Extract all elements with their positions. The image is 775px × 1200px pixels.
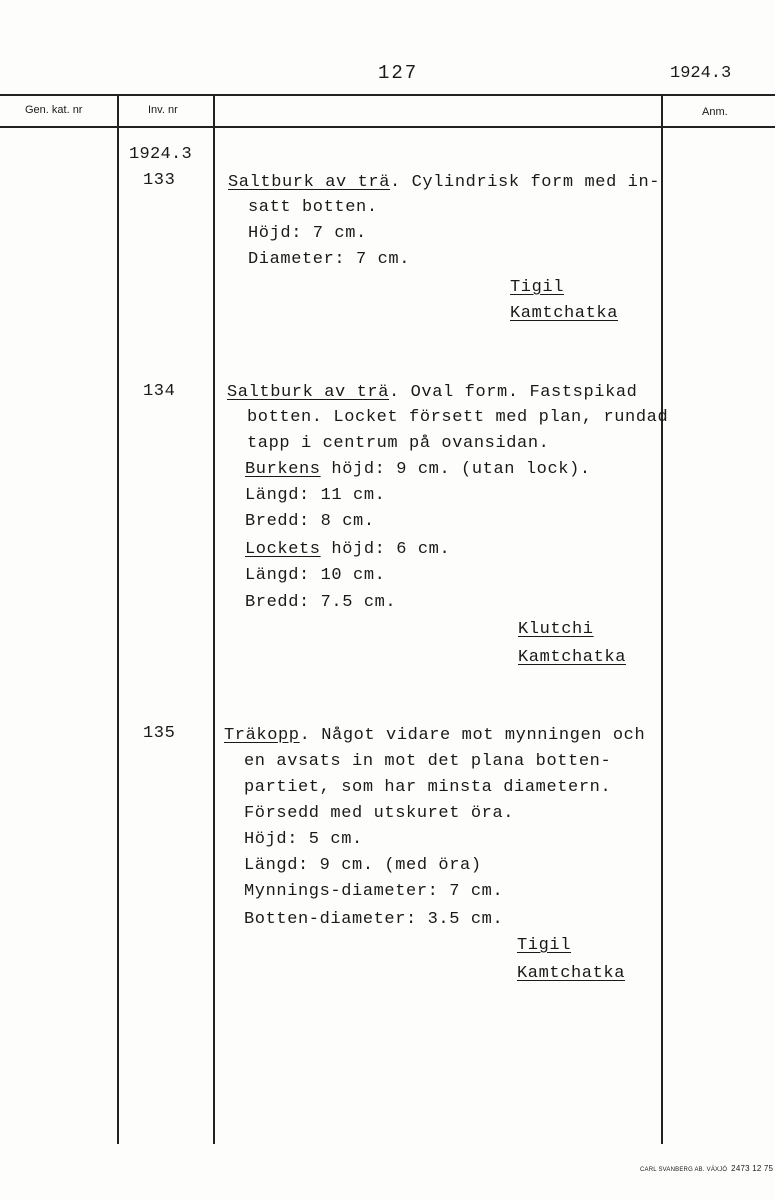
- entry-135-line-3: partiet, som har minsta diametern.: [244, 778, 612, 797]
- entry-year: 1924.3: [129, 145, 193, 164]
- entry-134-burk-label: Burkens: [245, 460, 321, 479]
- entry-135-line-1-text: . Något vidare mot mynningen och: [299, 726, 646, 745]
- entry-134-title: Saltburk av trä: [227, 383, 390, 402]
- entry-134-burk-bredd: Bredd: 8 cm.: [245, 512, 375, 531]
- printer-name: CARL SVANBERG AB. VÄXJÖ: [640, 1167, 728, 1173]
- entry-134-lock-hojd: [245, 540, 450, 559]
- entry-135-origin-place: Tigil: [517, 936, 572, 955]
- entry-134-burk-langd: Längd: 11 cm.: [245, 486, 386, 505]
- year-reference: 1924.3: [670, 64, 732, 83]
- entry-134-line-2: botten. Locket försett med plan, rundad: [247, 408, 669, 427]
- entry-135-line-5: Höjd: 5 cm.: [244, 830, 363, 849]
- entry-133-title: Saltburk av trä: [228, 173, 391, 192]
- column-rule-text-anm: [661, 94, 663, 1144]
- entry-135-line-6: Längd: 9 cm. (med öra): [244, 856, 482, 875]
- column-header-inv: Inv. nr: [148, 104, 178, 116]
- entry-133-line-2: satt botten.: [248, 198, 378, 217]
- printer-imprint: [640, 1164, 773, 1173]
- entry-134-line-1: [227, 383, 637, 402]
- column-rule-inv-text: [213, 94, 215, 1144]
- entry-133-origin-region: Kamtchatka: [510, 304, 619, 323]
- entry-133-line-4: Diameter: 7 cm.: [248, 250, 411, 269]
- entry-133-origin-place: Tigil: [510, 278, 565, 297]
- column-rule-gen-inv: [117, 94, 119, 1144]
- entry-134-line-3: tapp i centrum på ovansidan.: [247, 434, 550, 453]
- entry-134-line-1-text: . Oval form. Fastspikad: [389, 383, 638, 402]
- entry-135-line-4: Försedd med utskuret öra.: [244, 804, 515, 823]
- printer-code: 2473 12 75: [731, 1164, 774, 1173]
- entry-134-origin-place: Klutchi: [518, 620, 594, 639]
- entry-134-lock-bredd: Bredd: 7.5 cm.: [245, 593, 397, 612]
- entry-134-burk-hojd-text: höjd: 9 cm. (utan lock).: [320, 460, 591, 479]
- entry-135-line-8: Botten-diameter: 3.5 cm.: [244, 910, 504, 929]
- entry-133-line-1-text: . Cylindrisk form med in-: [390, 173, 661, 192]
- entry-134-burk-hojd: [245, 460, 591, 479]
- page-number: 127: [378, 62, 419, 84]
- entry-134-lock-langd: Längd: 10 cm.: [245, 566, 386, 585]
- entry-134-lock-hojd-text: höjd: 6 cm.: [320, 540, 451, 559]
- entry-135-line-1: [224, 726, 645, 745]
- inv-number-133: 133: [143, 171, 176, 190]
- entry-135-title: Träkopp: [224, 726, 300, 745]
- entry-133-line-3: Höjd: 7 cm.: [248, 224, 367, 243]
- inv-number-135: 135: [143, 724, 176, 743]
- entry-135-origin-region: Kamtchatka: [517, 964, 626, 983]
- inv-number-134: 134: [143, 382, 176, 401]
- entry-135-line-7: Mynnings-diameter: 7 cm.: [244, 882, 504, 901]
- entry-134-lock-label: Lockets: [245, 540, 321, 559]
- entry-135-line-2: en avsats in mot det plana botten-: [244, 752, 612, 771]
- column-header-anm: Anm.: [702, 106, 728, 118]
- entry-134-origin-region: Kamtchatka: [518, 648, 627, 667]
- column-header-gen-kat: Gen. kat. nr: [25, 104, 83, 116]
- entry-133-line-1: [228, 173, 660, 192]
